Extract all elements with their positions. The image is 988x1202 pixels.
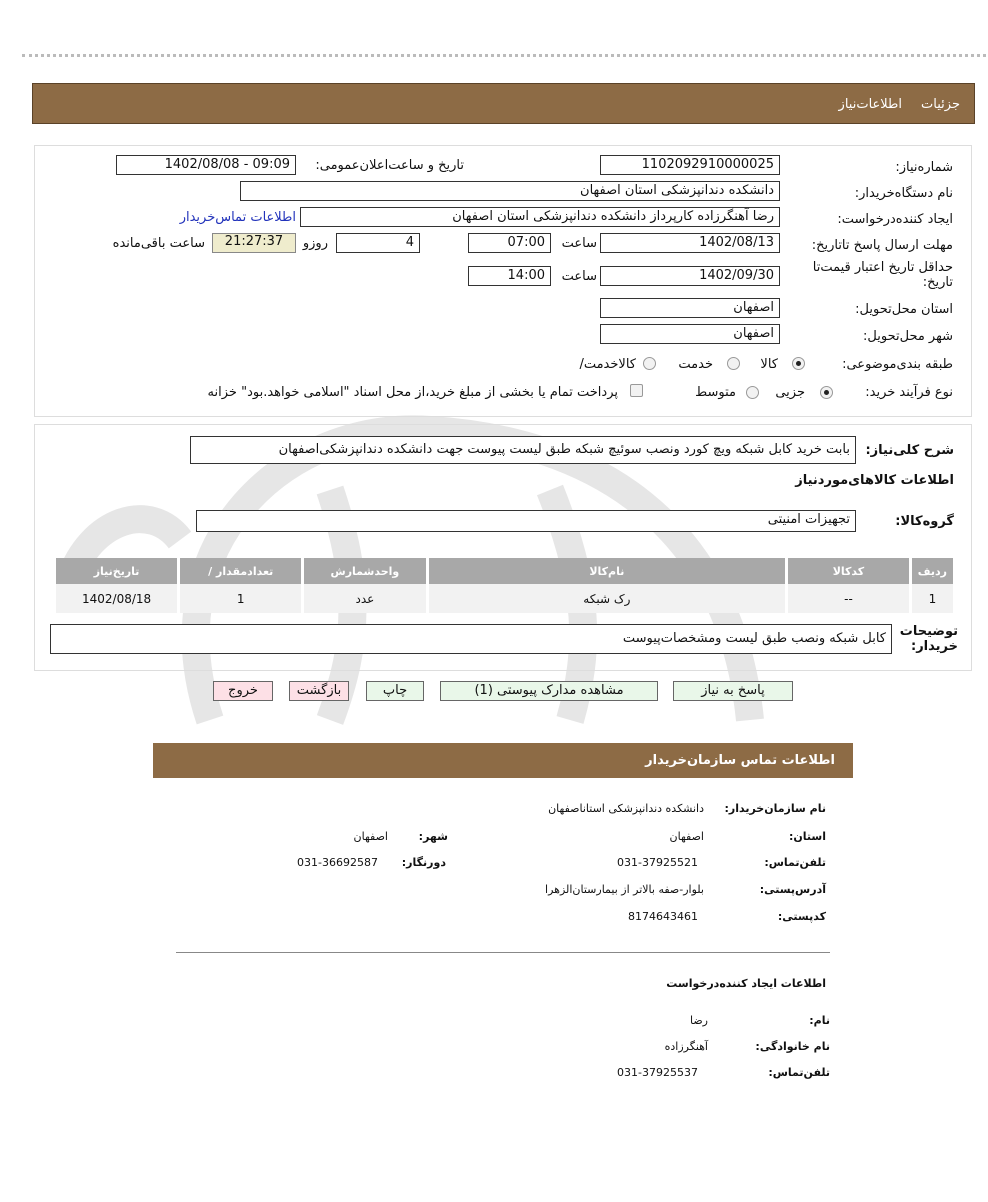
- general-desc-label: شرح کلی‌نیاز:: [865, 443, 954, 458]
- validity-label: حداقل تاریخ اعتبار قیمت‌تا تاریخ:: [812, 260, 953, 290]
- process-medium-radio[interactable]: [746, 386, 759, 399]
- col-code: کدکالا: [787, 558, 911, 584]
- attachments-button[interactable]: مشاهده مدارک پیوستی (1): [440, 681, 658, 701]
- buyer-notes-label: توضیحات خریدار:: [899, 624, 958, 654]
- tab-details[interactable]: جزئیات: [921, 97, 960, 112]
- contact-section-title: اطلاعات تماس سازمان‌خریدار: [645, 753, 835, 768]
- announce-label: تاریخ و ساعت‌اعلان‌عمومی:: [315, 158, 464, 173]
- goods-info-label: اطلاعات کالاهای‌موردنیاز: [795, 473, 954, 488]
- top-divider: [22, 54, 986, 57]
- contact-address-value: بلوار-صفه بالاتر از بیمارستان‌الزهرا: [545, 883, 704, 896]
- cell-row: 1: [910, 584, 953, 613]
- cell-qty: 1: [179, 584, 303, 613]
- deadline-date-field: 1402/08/13: [600, 233, 780, 253]
- items-table: [56, 558, 953, 613]
- contact-section-header: [153, 743, 853, 778]
- back-button[interactable]: بازگشت: [289, 681, 349, 701]
- contact-org-value: دانشکده دندانپزشکی استاناصفهان: [548, 802, 704, 815]
- contact-city-label: شهر:: [418, 830, 448, 843]
- process-label: نوع فرآیند خرید:: [865, 385, 953, 400]
- cell-name: رک شبکه: [427, 584, 787, 613]
- province-field: اصفهان: [600, 298, 780, 318]
- buyer-notes-field: کابل شبکه ونصب طبق لیست ومشخصات‌پیوست: [50, 624, 892, 654]
- creator-name-label: نام:: [809, 1014, 830, 1027]
- remaining-label: ساعت باقی‌مانده: [112, 236, 205, 251]
- process-medium-label: متوسط: [695, 385, 736, 400]
- header-bar: [32, 83, 975, 124]
- days-field: 4: [336, 233, 420, 253]
- contact-postal-value: 8174643461: [628, 910, 698, 923]
- contact-org-label: نام سازمان‌خریدار:: [724, 802, 826, 815]
- creator-phone-label: تلفن‌تماس:: [768, 1066, 830, 1079]
- need-number-label: شماره‌نیاز:: [895, 160, 953, 175]
- cell-unit: عدد: [303, 584, 427, 613]
- payment-note: پرداخت تمام یا بخشی از مبلغ خرید،از محل اسناد "اسلامی خواهد.بود" خزانه: [207, 385, 618, 400]
- validity-time-field: 14:00: [468, 266, 551, 286]
- deadline-label: مهلت ارسال پاسخ تا‌تاریخ:: [811, 238, 953, 253]
- remaining-timer: 21:27:37: [212, 233, 296, 253]
- col-row: ردیف: [910, 558, 953, 584]
- need-number-field: 1102092910000025: [600, 155, 780, 175]
- category-goods-service-radio[interactable]: [643, 357, 656, 370]
- creator-family-value: آهنگرزاده: [664, 1040, 708, 1053]
- process-small-label: جزیی: [775, 385, 805, 400]
- creator-field: رضا آهنگرزاده کارپرداز دانشکده دندانپزشکی استان اصفهان: [300, 207, 780, 227]
- city-field: اصفهان: [600, 324, 780, 344]
- creator-section-title: اطلاعات ایجاد کننده‌درخواست: [666, 977, 826, 990]
- reply-button[interactable]: پاسخ به نیاز: [673, 681, 793, 701]
- buyer-org-field: دانشکده دندانپزشکی استان اصفهان: [240, 181, 780, 201]
- contact-province-label: استان:: [789, 830, 826, 843]
- general-desc-field: بابت خرید کابل شبکه ویچ کورد ونصب سوئیچ شبکه طبق لیست پیوست جهت دانشکده دندانپزشکی‌اصفهان: [190, 436, 856, 464]
- cell-code: --: [787, 584, 911, 613]
- province-label: استان محل‌تحویل:: [855, 302, 953, 317]
- contact-fax-value: 031-36692587: [297, 856, 378, 869]
- validity-hour-label: ساعت: [561, 269, 597, 284]
- contact-divider: [176, 952, 830, 953]
- group-label: گروه‌کالا:: [895, 514, 954, 529]
- payment-checkbox[interactable]: [630, 384, 643, 397]
- group-field: تجهیزات امنیتی: [196, 510, 856, 532]
- deadline-time-field: 07:00: [468, 233, 551, 253]
- col-name: نام‌کالا: [427, 558, 787, 584]
- table-row: [56, 584, 953, 613]
- contact-fax-label: دورنگار:: [401, 856, 446, 869]
- buyer-contact-link[interactable]: اطلاعات تماس‌خریدار: [179, 210, 296, 225]
- deadline-hour-label: ساعت: [561, 236, 597, 251]
- contact-city-value: اصفهان: [353, 830, 388, 843]
- contact-phone-label: تلفن‌تماس:: [764, 856, 826, 869]
- header-title: اطلاعات‌نیاز: [838, 97, 902, 112]
- category-service-radio[interactable]: [727, 357, 740, 370]
- category-goods-label: کالا: [760, 357, 778, 372]
- contact-postal-label: کد‌پستی:: [777, 910, 826, 923]
- exit-button[interactable]: خروج: [213, 681, 273, 701]
- days-label: روزو: [302, 236, 328, 251]
- validity-date-field: 1402/09/30: [600, 266, 780, 286]
- contact-phone-value: 031-37925521: [617, 856, 698, 869]
- announce-field: 1402/08/08 - 09:09: [116, 155, 296, 175]
- category-label: طبقه بندی‌موضوعی:: [842, 357, 953, 372]
- contact-province-value: اصفهان: [669, 830, 704, 843]
- buyer-org-label: نام دستگاه‌خریدار:: [854, 186, 953, 201]
- contact-address-label: آدرس‌پستی:: [759, 883, 826, 896]
- category-goods-radio[interactable]: [792, 357, 805, 370]
- col-unit: واحدشمارش: [303, 558, 427, 584]
- creator-name-value: رضا: [689, 1014, 708, 1027]
- col-qty: تعدادمقدار /: [179, 558, 303, 584]
- print-button[interactable]: چاپ: [366, 681, 424, 701]
- city-label: شهر محل‌تحویل:: [863, 329, 953, 344]
- creator-phone-value: 031-37925537: [617, 1066, 698, 1079]
- items-table-header: [56, 558, 953, 584]
- creator-family-label: نام خانوادگی:: [755, 1040, 830, 1053]
- creator-label: ایجاد کننده‌درخواست:: [837, 212, 953, 227]
- col-date: تاریخ‌نیاز: [56, 558, 179, 584]
- category-goods-service-label: کالا‌خدمت/: [579, 357, 636, 372]
- process-small-radio[interactable]: [820, 386, 833, 399]
- cell-date: 1402/08/18: [56, 584, 179, 613]
- category-service-label: خدمت: [678, 357, 713, 372]
